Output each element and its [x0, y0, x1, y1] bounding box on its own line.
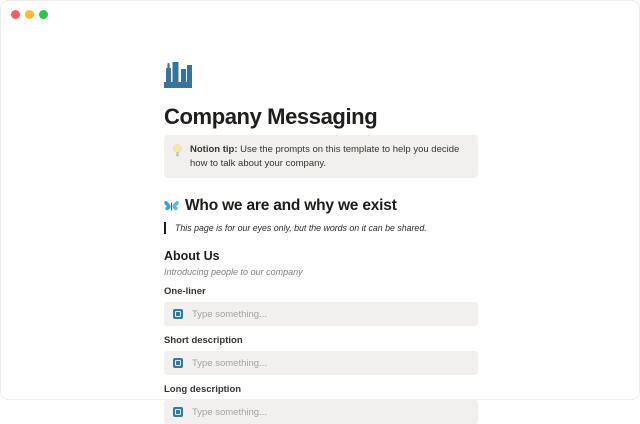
input-placeholder: Type something...: [192, 357, 267, 369]
close-window-button[interactable]: [11, 10, 20, 19]
callout-text: Notion tip: Use the prompts on this template to help you decide how to talk about your company.: [190, 144, 460, 169]
input-prompt-icon: [173, 407, 183, 417]
input-prompt-icon: [173, 358, 183, 368]
field-label-one-liner: One-liner: [164, 286, 206, 297]
callout-label: Notion tip:: [190, 144, 238, 155]
city-buildings-icon[interactable]: [164, 59, 192, 89]
section-heading-text: Who we are and why we exist: [185, 197, 397, 214]
window-titlebar: [1, 1, 639, 27]
lightbulb-icon: [173, 144, 182, 158]
input-placeholder: Type something...: [192, 308, 267, 320]
field-label-long-description: Long description: [164, 384, 242, 395]
quote-block: This page is for our eyes only, but the words on it can be shared.: [164, 222, 478, 234]
page-content: [164, 59, 478, 424]
long-description-input[interactable]: [164, 400, 478, 424]
minimize-window-button[interactable]: [25, 10, 34, 19]
about-us-subtitle: Introducing people to our company: [164, 267, 303, 277]
section-heading-who-we-are: [164, 197, 478, 215]
zoom-window-button[interactable]: [39, 10, 48, 19]
short-description-input[interactable]: [164, 351, 478, 375]
field-label-short-description: Short description: [164, 335, 243, 346]
notion-tip-callout: [164, 135, 478, 178]
input-prompt-icon: [173, 309, 183, 319]
one-liner-input[interactable]: [164, 302, 478, 326]
input-placeholder: Type something...: [192, 406, 267, 418]
page-title[interactable]: Company Messaging: [164, 104, 378, 129]
butterfly-icon: [164, 200, 179, 213]
about-us-heading: About Us: [164, 249, 220, 263]
